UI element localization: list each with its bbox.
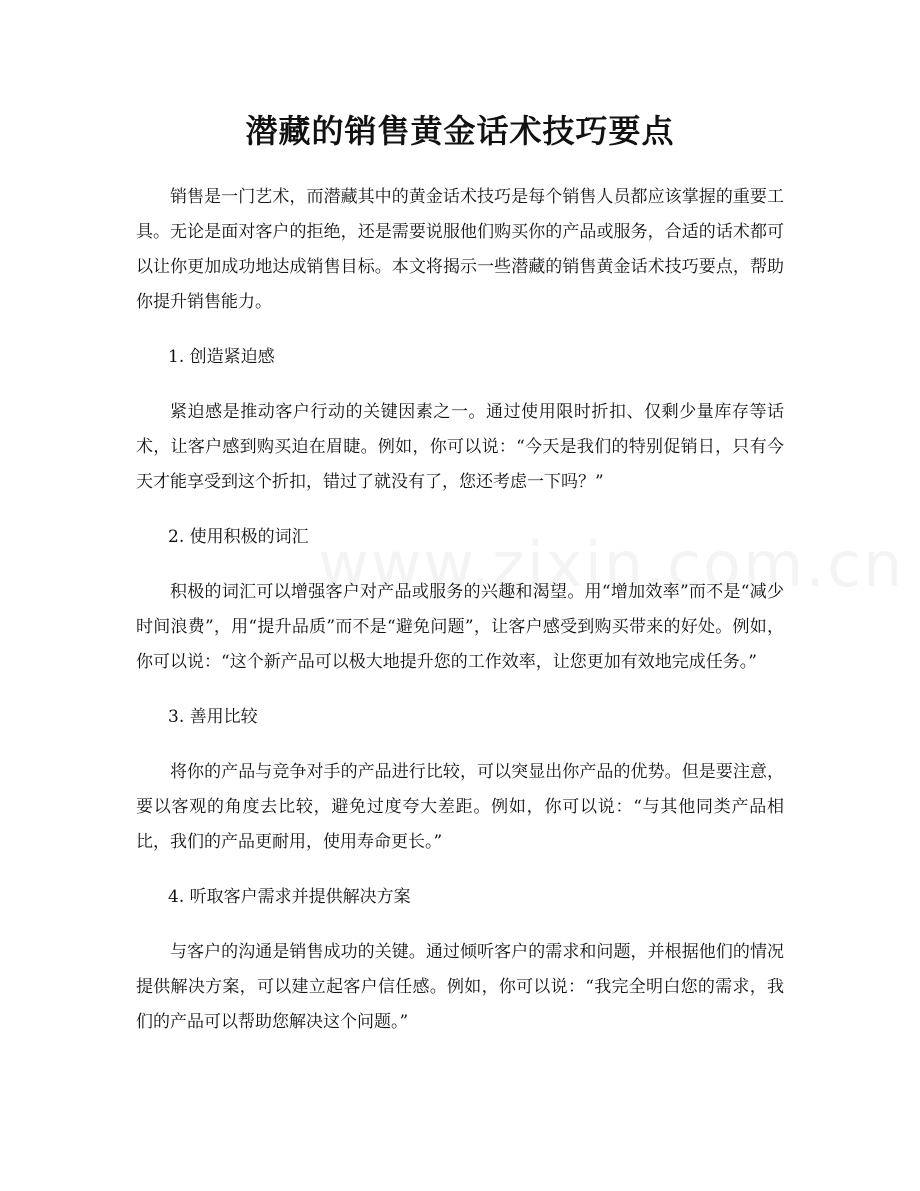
section-paragraph-3: 将你的产品与竞争对手的产品进行比较，可以突显出你产品的优势。但是要注意，要以客观的角度去比较，避免过度夸大差距。例如，你可以说：“与其他同类产品相比，我们的产品更耐用，使用寿命更长。”	[136, 762, 784, 852]
section-heading-4: 4. 听取客户需求并提供解决方案	[168, 887, 411, 907]
page-title: 潜藏的销售黄金话术技巧要点	[245, 112, 675, 150]
section-paragraph-1: 紧迫感是推动客户行动的关键因素之一。通过使用限时折扣、仅剩少量库存等话术，让客户感到购买迫在眉睫。例如，你可以说：“今天是我们的特别促销日，只有今天才能享受到这个折扣，错过了就没有了，您还考虑一下吗？”	[136, 402, 784, 492]
section-heading-1: 1. 创造紧迫感	[168, 347, 275, 367]
section-heading-2: 2. 使用积极的词汇	[168, 527, 309, 547]
section-paragraph-2: 积极的词汇可以增强客户对产品或服务的兴趣和渴望。用“增加效率”而不是“减少时间浪费”，用“提升品质”而不是“避免问题”，让客户感受到购买带来的好处。例如，你可以说：“这个新产品可以极大地提升您的工作效率，让您更加有效地完成任务。”	[136, 582, 784, 672]
section-heading-3: 3. 善用比较	[168, 707, 258, 727]
intro-paragraph: 销售是一门艺术，而潜藏其中的黄金话术技巧是每个销售人员都应该掌握的重要工具。无论是面对客户的拒绝，还是需要说服他们购买你的产品或服务，合适的话术都可以让你更加成功地达成销售目标。本文将揭示一些潜藏的销售黄金话术技巧要点，帮助你提升销售能力。	[136, 187, 784, 312]
section-paragraph-4: 与客户的沟通是销售成功的关键。通过倾听客户的需求和问题，并根据他们的情况提供解决方案，可以建立起客户信任感。例如，你可以说：“我完全明白您的需求，我们的产品可以帮助您解决这个问题。”	[136, 942, 784, 1032]
document-body	[136, 180, 784, 1060]
